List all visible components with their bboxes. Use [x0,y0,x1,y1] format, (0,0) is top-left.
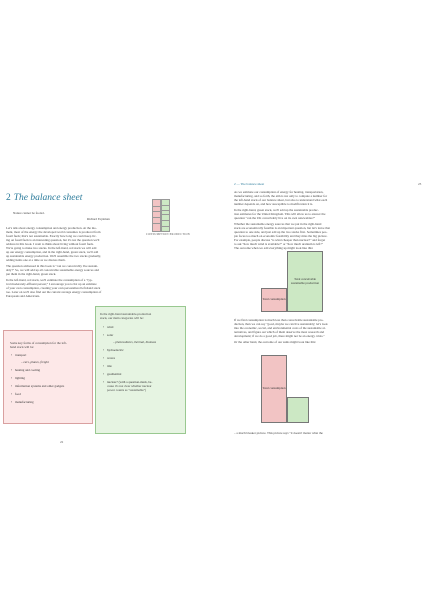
mini-production-stack [161,199,170,232]
body-line: Or the other hand, the outcome of our sums might look like this: [234,340,317,344]
consumption-item: • lighting [15,376,25,380]
body-line: ternatives, and figure out which of them deserve the most research and [234,330,325,334]
production-box [95,306,186,434]
production-item-continued: power counts as "sustainable") [107,388,147,392]
body-line: the left-hand stack of our balance sheet, but also to understand what each [234,198,328,202]
body-line: The outcome when we add everything up might look like this: [234,246,314,250]
body-line: tion estimates for the United Kingdom. This will allow us to answer the [234,212,326,216]
body-line: question to one side, and just add up the two stacks first. Sometimes peo- [234,230,328,234]
production-item: • wind [107,325,113,329]
body-line: manufacturing, and so forth, the aim is not only to compute a number for [234,194,328,198]
body-line: We're going to make two stacks. In the left-hand, red stack we will add [6,246,97,250]
consumption-bar [261,355,287,423]
production-item: • solar [107,333,113,337]
production-item: • nuclear? (with a question-mark, be- [107,380,152,384]
consumption-item: • manufacturing [15,400,34,404]
production-bar [287,397,309,423]
consumption-box-intro: hand stack will be: [10,345,34,349]
body-line: The question addressed in this book is "can we conceivably live sustain- [6,264,99,268]
left-page-number: 22 [60,440,64,444]
closing-line: – a much bleaker picture. This picture says "it doesn't matter what the [234,431,323,435]
body-line: stack are economically feasible is an important question, but let's leave that [234,226,330,230]
body-line: to ask "how much wind is available?" or "how much uranium is left?" [234,242,324,246]
production-box-intro: stack, our main categories will be: [100,316,144,320]
consumption-subitem: – cars, planes, freight [21,360,49,364]
body-line: fossil fuels; that's not sustainable. Exactly how long we could keep liv- [6,234,97,238]
body-line: ment, most of the energy the developed world consumes is produced from [6,230,101,234]
body-line: adding items one at a time as we discuss them. [6,258,66,262]
body-line: ical moderately-affluent person;" I encourage you to list up an estimate [6,282,97,286]
body-line: into the economic, social, and environmental costs of the sustainable al- [234,326,326,330]
body-line: put them in the right-hand, green stack. [6,272,57,276]
right-page [212,0,424,600]
body-line: Europeans and Americans. [6,294,41,298]
production-item-continued: cause it's not clear whether nuclear [107,384,152,388]
body-line: up sustainable energy production. We'll assemble the two stacks gradually, [6,254,101,258]
consumption-item: • information systems and other gadgets [15,384,64,388]
consumption-item: • food [15,392,21,396]
body-line: development; if we do a good job, there might not be an energy crisis." [234,334,325,338]
chapter-title-text: The balance sheet [13,193,83,203]
epigraph-quote: Nature cannot be fooled. [13,211,45,215]
body-line: duction, then we can say "good, maybe we can live sustainably; let's look [234,322,328,326]
body-line: For example, people discuss "is wind cheaper than nuclear?" and forget [234,238,326,242]
body-line: In the right-hand, green stack, we'll add up the sustainable produc- [234,208,319,212]
margin-caption: CONSUMPTION PRODUCTION [146,233,191,236]
epigraph-author: Richard Feynman [87,217,110,221]
production-box-intro: In the right-hand sustainable-production [100,312,152,316]
production-item: • tide [107,364,112,368]
production-item: • geothermal [107,372,121,376]
consumption-box [3,330,93,424]
body-line: ing on fossil fuels is an interesting question, but it's not the question we'll [6,238,100,242]
consumption-bar [261,288,287,312]
body-line: Whether the sustainable energy sources that we put in the right-hand [234,222,322,226]
body-line: ably?" So, we will add up all conceivable sustainable energy sources and [6,268,99,272]
body-line: address in this book. I want to think about living without fossil fuels. [6,242,94,246]
body-line: ple focus too much on economic feasibility and they miss the big picture. [234,234,328,238]
production-bar-label: Total conceivable sustainable production [291,276,319,285]
body-line: up our energy consumption, and in the right-hand, green stack, we'll add [6,250,99,254]
running-head: 2 — The balance sheet [234,182,265,186]
body-line: As we estimate our consumption of energy for heating, transportation, [234,190,324,194]
production-item: • waves [107,356,115,360]
body-line: number depends on, and how susceptible to modification it is. [234,202,314,206]
consumption-item: • heating and cooling [15,368,40,372]
body-line: question "can the UK conceivably live on its own renewables?" [234,216,316,220]
body-line: In the left-hand, red stack, we'll estimate the consumption of a "typ- [6,278,93,282]
consumption-bar-label: Total consumption [262,386,286,391]
consumption-bar-label: Total consumption [262,297,286,302]
consumption-box-intro: Some key forms of consumption for the left- [10,341,67,345]
body-line: If we find consumption is much less than conceivable sustainable pro- [234,318,324,322]
body-line: too. Later on we'll also find out the current average energy consumption of [6,290,102,294]
chapter-title [6,193,82,203]
right-page-number: 23 [418,182,422,186]
body-line: Let's talk about energy consumption and energy production. At the mo- [6,226,97,230]
body-line: of your own consumption, creating your own personalized left-hand stack [6,286,101,290]
production-bar [287,251,323,312]
production-subitem: – photovoltaics, thermal, biomass [113,340,157,344]
production-item: • hydroelectric [107,348,124,352]
chapter-number: 2 [6,193,11,203]
consumption-item: • transport [15,353,26,357]
mini-consumption-stack [152,199,161,232]
